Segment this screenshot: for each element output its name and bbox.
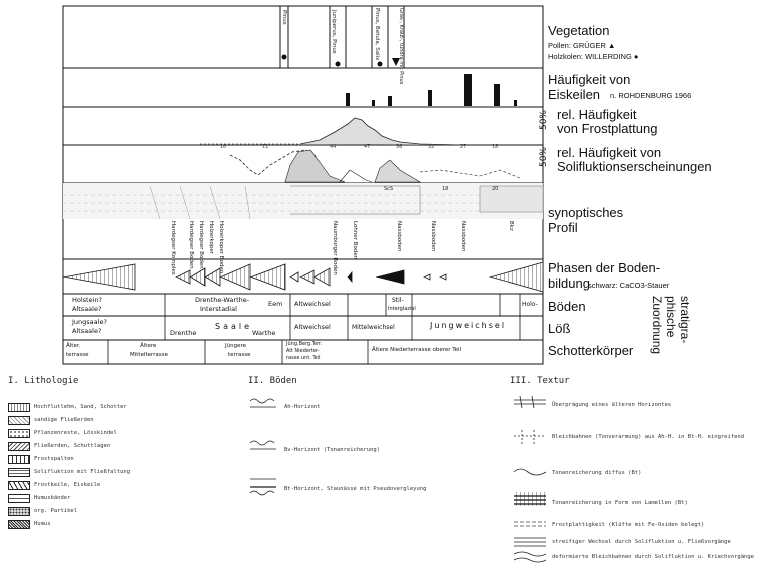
label-boeden: Böden bbox=[548, 299, 586, 314]
synopt-label-2: Holzerkoper bbox=[208, 221, 214, 255]
label-soli-2: Solifluktionserscheinungen bbox=[557, 159, 712, 174]
legend-textur-title: III. Textur bbox=[510, 376, 570, 386]
label-frost-1: rel. Häufigkeit bbox=[557, 107, 637, 122]
schotter-jueng-berg: Jüng.Berg.Terr. bbox=[286, 341, 323, 347]
boed-item-1: Bv-Horizont (Tonanreicherung) bbox=[284, 447, 381, 453]
label-schotter: Schotterkörper bbox=[548, 343, 634, 358]
label-strat-3: Zuordnung bbox=[650, 296, 664, 355]
svg-text:56: 56 bbox=[396, 144, 403, 150]
loess-altsaale: Altsaale? bbox=[72, 327, 102, 335]
lith-item-0: Hochflutlehm, Sand, Schotter bbox=[34, 404, 127, 410]
pct-soli: 50% bbox=[539, 147, 549, 168]
svg-text:ScS: ScS bbox=[384, 186, 394, 192]
label-vegetation: Vegetation bbox=[548, 23, 610, 38]
text-item-0: Überprägung eines älteren Horizontes bbox=[552, 402, 672, 408]
pct-frost: 50% bbox=[539, 110, 549, 131]
lith-item-5: Solifluktion mit Fließfaltung bbox=[34, 469, 131, 475]
synopt-label-4: Naumburger Boden bbox=[332, 221, 338, 275]
label-soli-1: rel. Häufigkeit von bbox=[557, 145, 662, 160]
label-phasen-2: bildung bbox=[548, 276, 590, 291]
svg-text:27: 27 bbox=[460, 144, 467, 150]
boeden-interstadial: Interstadial bbox=[200, 305, 237, 313]
lith-swatch-4 bbox=[8, 455, 30, 464]
synopt-label-9: Bkz bbox=[508, 221, 514, 231]
textur-legend-symbols bbox=[512, 392, 548, 564]
synopt-label-11: Hardegser Boden bbox=[188, 221, 194, 269]
lith-swatch-1 bbox=[8, 416, 30, 425]
eiskeilen-bars bbox=[346, 74, 517, 106]
label-eiskeilen-2: Eiskeilen bbox=[548, 87, 601, 102]
label-eiskeilen-1: Häufigkeit von bbox=[548, 72, 631, 87]
lith-swatch-9 bbox=[8, 520, 30, 529]
label-pollen: Pollen: GRÜGER ▲ bbox=[548, 41, 616, 50]
schotter-rasse: rasse unt. Teil bbox=[286, 355, 321, 361]
text-item-4: Frostplattigkeit (Klüfte mit Fe-Oxiden belegt) bbox=[552, 522, 705, 528]
synopt-label-3: Holzerkoper Boden bbox=[218, 221, 224, 274]
lith-item-7: Humusbänder bbox=[34, 495, 71, 501]
schotter-mittelterrasse: Mittelterrasse bbox=[130, 352, 168, 358]
svg-text:18: 18 bbox=[492, 144, 499, 150]
loess-altweichsel: Altweichsel bbox=[294, 323, 331, 331]
legend-lithologie-title: I. Lithologie bbox=[8, 376, 79, 386]
vegetation-lines bbox=[280, 6, 404, 68]
boed-item-2: Bt-Horizont, Staunässe mit Pseudovergleyung bbox=[284, 486, 427, 492]
lith-item-4: Frostspalten bbox=[34, 456, 74, 462]
synopt-label-5: Lohner Boden bbox=[352, 221, 358, 260]
label-eiskeilen-src: n. ROHDENBURG 1966 bbox=[610, 91, 692, 100]
veg-label-tundra: Gras-, Kraut-, tundra mit Pinus bbox=[398, 8, 404, 85]
label-strat-1: stratigra- bbox=[678, 296, 692, 344]
text-item-2: Tonanreicherung diffus (Bt) bbox=[552, 470, 642, 476]
lith-item-3: Fließerden, Schuttlagen bbox=[34, 443, 111, 449]
text-item-1: Bleichbahnen (Tonverarmung) aus Ah-H. in Bt-H. eingreifend bbox=[552, 434, 745, 440]
boeden-holstein: Holstein? bbox=[72, 296, 102, 304]
boeden-altweichsel: Altweichsel bbox=[294, 300, 331, 308]
lith-item-1: sandige Fließerden bbox=[34, 417, 94, 423]
synopt-label-1: Hardegser Boden bbox=[198, 221, 204, 269]
svg-text:47: 47 bbox=[364, 144, 371, 150]
veg-label-juniperus: Juniperus, Pinus bbox=[331, 10, 337, 54]
loess-drenthe: Drenthe bbox=[170, 329, 197, 337]
boeden-stil: Stil- bbox=[392, 297, 404, 304]
lith-swatch-3 bbox=[8, 442, 30, 451]
lith-swatch-8 bbox=[8, 507, 30, 516]
svg-text:18: 18 bbox=[442, 186, 449, 192]
lith-item-2: Pflanzenreste, Lösskindel bbox=[34, 430, 117, 436]
boed-item-0: Ah-Horizont bbox=[284, 404, 321, 410]
label-synopt-1: synoptisches bbox=[548, 205, 624, 220]
boeden-eem: Eem bbox=[268, 300, 283, 308]
svg-text:32: 32 bbox=[428, 144, 435, 150]
synopt-label-10: Hardegser Komplex bbox=[170, 221, 176, 275]
label-phasen-1: Phasen der Boden- bbox=[548, 260, 661, 275]
schotter-alt-nieder: Alt Niederter- bbox=[286, 348, 320, 354]
loess-jungweichsel: Jungweichsel bbox=[430, 321, 507, 330]
bodenbildung-triangles bbox=[63, 262, 543, 292]
legend-boeden-title: II. Böden bbox=[248, 376, 297, 386]
synopt-label-6: Nassboden bbox=[396, 221, 402, 252]
veg-label-pinus-betula: Pinus, Betula, Salix bbox=[374, 8, 380, 61]
label-frost-2: von Frostplattung bbox=[557, 121, 658, 136]
loess-mittelweichsel: Mittelweichsel bbox=[352, 324, 395, 331]
lith-swatch-6 bbox=[8, 481, 30, 490]
synopt-label-8: Nassboden bbox=[460, 221, 466, 252]
veg-label-pinus: Pinus bbox=[281, 10, 287, 25]
text-item-5: streifiger Wechsel durch Solifluktion u. Fließvorgänge bbox=[552, 539, 731, 545]
lith-item-8: org. Partikel bbox=[34, 508, 78, 514]
svg-text:10: 10 bbox=[220, 144, 227, 150]
svg-text:44: 44 bbox=[330, 144, 337, 150]
lith-item-9: Humus bbox=[34, 521, 51, 527]
boeden-legend-symbols bbox=[248, 395, 278, 505]
schotter-terrasse: terrasse bbox=[228, 352, 251, 358]
label-holzkohlen: Holzkolen: WILLERDING ● bbox=[548, 52, 639, 61]
text-item-6: deformierte Bleichbahnen durch Solifluktion u. Kriechvorgänge bbox=[552, 554, 754, 560]
lith-swatch-5 bbox=[8, 468, 30, 477]
schotter-mittel: terrasse bbox=[66, 352, 89, 358]
schotter-aeltere-nieder: Ältere Niederterrasse oberer Teil bbox=[372, 347, 462, 353]
label-strat-2: phische bbox=[664, 296, 678, 338]
loess-warthe: Warthe bbox=[252, 329, 276, 337]
schotter-juengere: Jüngere bbox=[225, 343, 246, 349]
schotter-aeltere: Ältere bbox=[140, 343, 157, 349]
synoptic-profile bbox=[63, 183, 543, 219]
label-loess: Löß bbox=[548, 321, 571, 336]
text-item-3: Tonanreicherung in Form von Lamellen (Bt) bbox=[552, 500, 688, 506]
svg-text:11: 11 bbox=[262, 144, 269, 150]
loess-jungsaale: Jungsaale? bbox=[72, 318, 107, 326]
lith-item-6: Frostkeile, Eiskeile bbox=[34, 482, 101, 488]
schotter-aelter: Älter. bbox=[66, 343, 81, 349]
boeden-altsaale: Altsaale? bbox=[72, 305, 102, 313]
svg-text:20: 20 bbox=[492, 186, 499, 192]
lith-swatch-7 bbox=[8, 494, 30, 503]
loess-saale: Saale bbox=[215, 322, 253, 331]
label-synopt-2: Profil bbox=[548, 220, 578, 235]
boeden-drenthe: Drenthe-Warthe- bbox=[195, 296, 250, 304]
boeden-interglazial: Interglazial bbox=[388, 306, 416, 312]
synopt-label-7: Nassboden bbox=[430, 221, 436, 252]
label-phasen-sub: schwarz: CaCO3-Stauer bbox=[588, 281, 670, 290]
lith-swatch-2 bbox=[8, 429, 30, 438]
solifluktion-curve bbox=[230, 150, 520, 182]
lith-swatch-0 bbox=[8, 403, 30, 412]
boeden-holo: Holo- bbox=[522, 301, 538, 308]
